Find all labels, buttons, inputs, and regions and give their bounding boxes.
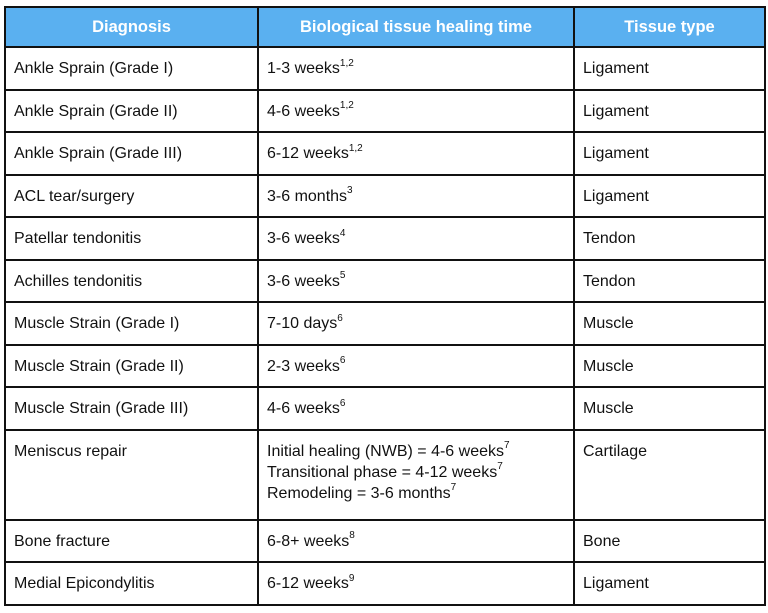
healing-time-table-container: [4, 6, 766, 606]
healing-time-cell: [258, 302, 574, 345]
healing-time-line: [267, 441, 565, 462]
reference-superscript: 8: [349, 530, 355, 542]
diagnosis-cell: Muscle Strain (Grade II): [5, 345, 258, 388]
diagnosis-cell: Ankle Sprain (Grade II): [5, 90, 258, 133]
reference-superscript: 6: [339, 397, 346, 409]
reference-superscript: 1,2: [339, 57, 354, 69]
diagnosis-cell: Muscle Strain (Grade III): [5, 387, 258, 430]
diagnosis-cell: Ankle Sprain (Grade III): [5, 132, 258, 175]
header-row: [5, 7, 765, 47]
healing-time-line: [267, 58, 565, 79]
reference-superscript: 9: [348, 572, 355, 584]
healing-time-line: [267, 531, 565, 552]
healing-time-cell: [258, 260, 574, 303]
diagnosis-cell: Achilles tendonitis: [5, 260, 258, 303]
diagnosis-cell: Bone fracture: [5, 520, 258, 563]
healing-time-line: [267, 228, 565, 249]
tissue-type-cell: Ligament: [574, 90, 765, 133]
healing-time-text: 4-6 weeks: [267, 102, 340, 120]
healing-time-text: 6-12 weeks: [267, 575, 349, 592]
healing-time-cell: [258, 90, 574, 133]
reference-superscript: 1,2: [339, 100, 354, 112]
healing-time-text: 4-6 weeks: [267, 400, 340, 417]
tissue-type-cell: Bone: [574, 520, 765, 563]
tissue-type-cell: Tendon: [574, 260, 765, 303]
diagnosis-cell: Patellar tendonitis: [5, 217, 258, 260]
healing-time-text: Transitional phase = 4-12 weeks: [267, 463, 498, 481]
healing-time-text: Initial healing (NWB) = 4-6 weeks: [267, 442, 504, 460]
healing-time-cell: [258, 430, 574, 520]
reference-superscript: 6: [339, 355, 346, 367]
healing-time-cell: [258, 562, 574, 605]
healing-time-text: 3-6 weeks: [267, 230, 340, 247]
healing-time-line: [267, 573, 565, 594]
healing-time-cell: [258, 217, 574, 260]
table-row: [5, 520, 765, 563]
healing-time-text: 7-10 days: [267, 315, 338, 332]
reference-superscript: 1,2: [348, 142, 363, 154]
healing-time-line: [267, 398, 565, 419]
healing-time-line: [267, 356, 565, 377]
healing-time-line: [267, 143, 565, 164]
header-diagnosis: Diagnosis: [5, 7, 258, 47]
healing-time-text: Remodeling = 3-6 months: [267, 484, 451, 502]
tissue-type-cell: Muscle: [574, 345, 765, 388]
tissue-type-cell: Cartilage: [574, 430, 765, 520]
table-row: [5, 175, 765, 218]
healing-time-cell: [258, 47, 574, 90]
tissue-type-cell: Muscle: [574, 302, 765, 345]
tissue-type-cell: Tendon: [574, 217, 765, 260]
healing-time-line: [267, 101, 565, 122]
header-tissue-type: Tissue type: [574, 7, 765, 47]
healing-time-line: [267, 483, 565, 504]
reference-superscript: 7: [503, 440, 510, 452]
reference-superscript: 5: [339, 270, 346, 282]
diagnosis-cell: Ankle Sprain (Grade I): [5, 47, 258, 90]
tissue-type-cell: Ligament: [574, 132, 765, 175]
table-row: [5, 217, 765, 260]
table-row: [5, 387, 765, 430]
table-row: [5, 345, 765, 388]
healing-time-text: 6-12 weeks: [267, 145, 349, 162]
diagnosis-cell: Medial Epicondylitis: [5, 562, 258, 605]
healing-time-table: [4, 6, 766, 606]
reference-superscript: 3: [347, 185, 353, 197]
table-row: [5, 562, 765, 605]
tissue-type-cell: Ligament: [574, 175, 765, 218]
table-row: [5, 90, 765, 133]
diagnosis-cell: Muscle Strain (Grade I): [5, 302, 258, 345]
healing-time-cell: [258, 132, 574, 175]
healing-time-text: 1-3 weeks: [267, 60, 340, 77]
healing-time-cell: [258, 345, 574, 388]
healing-time-text: 2-3 weeks: [267, 357, 340, 375]
healing-time-line: [267, 313, 565, 334]
healing-time-text: 6-8+ weeks: [267, 532, 350, 550]
healing-time-cell: [258, 520, 574, 563]
table-row: [5, 132, 765, 175]
tissue-type-cell: Ligament: [574, 47, 765, 90]
reference-superscript: 7: [450, 482, 457, 494]
healing-time-line: [267, 271, 565, 292]
healing-time-text: 3-6 weeks: [267, 272, 340, 290]
header-healing-time: Biological tissue healing time: [258, 7, 574, 47]
table-row: [5, 430, 765, 520]
reference-superscript: 6: [337, 312, 343, 324]
reference-superscript: 4: [339, 227, 346, 239]
table-row: [5, 260, 765, 303]
table-row: [5, 47, 765, 90]
healing-time-text: 3-6 months: [267, 187, 348, 205]
diagnosis-cell: ACL tear/surgery: [5, 175, 258, 218]
diagnosis-cell: Meniscus repair: [5, 430, 258, 520]
healing-time-cell: [258, 387, 574, 430]
healing-time-cell: [258, 175, 574, 218]
table-row: [5, 302, 765, 345]
healing-time-line: [267, 186, 565, 207]
tissue-type-cell: Muscle: [574, 387, 765, 430]
reference-superscript: 7: [497, 461, 503, 473]
tissue-type-cell: Ligament: [574, 562, 765, 605]
healing-time-line: [267, 462, 565, 483]
